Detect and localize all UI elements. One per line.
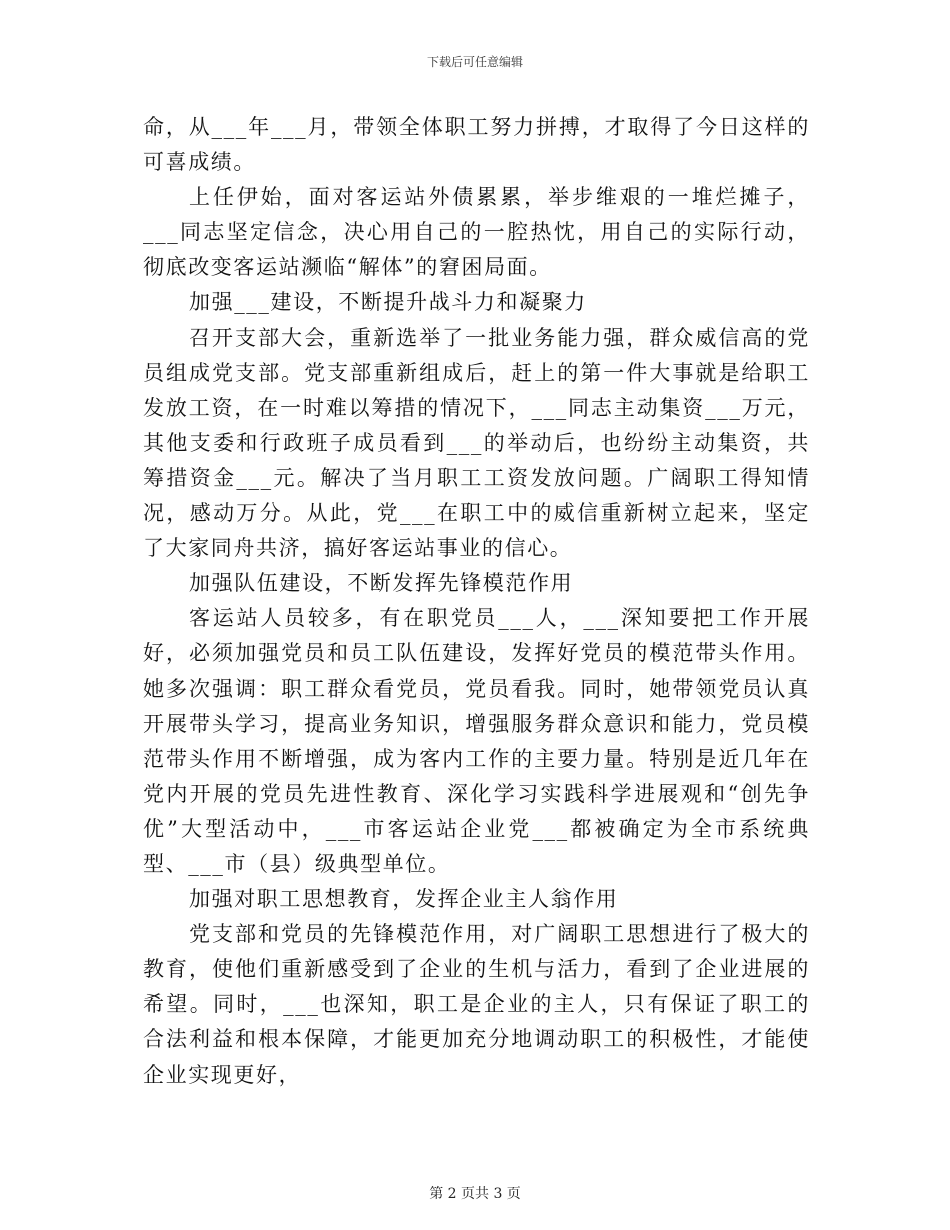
paragraph: 党支部和党员的先锋模范作用，对广阔职工思想进行了极大的教育，使他们重新感受到了企业的生机与活力，看到了企业进展的希望。同时，___也深知，职工是企业的主人，只有保证了职工的合法利益和根本保障，才能更加充分地调动职工的积极性，才能使企业实现更好， <box>143 922 810 1087</box>
paragraph-continuation: 命，从___年___月，带领全体职工努力拼搏，才取得了今日这样的可喜成绩。 <box>143 115 810 175</box>
paragraph: 客运站人员较多，有在职党员___人，___深知要把工作开展好，必须加强党员和员工队伍建设，发挥好党员的模范带头作用。她多次强调：职工群众看党员，党员看我。同时，她带领党员认真开展带头学习，提高业务知识，增强服务群众意识和能力，党员模范带头作用不断增强，成为客内工作的主要力量。特别是近几年在党内开展的党员先进性教育、深化学习实践科学进展观和“创先争优”大型活动中，___市客运站企业党___都被确定为全市系统典型、___市（县）级典型单位。 <box>143 606 810 876</box>
paragraph: 召开支部大会，重新选举了一批业务能力强，群众威信高的党员组成党支部。党支部重新组成后，赶上的第一件大事就是给职工发放工资，在一时难以筹措的情况下，___同志主动集资___万元，其他支委和行政班子成员看到___的举动后，也纷纷主动集资，共筹措资金___元。解决了当月职工工资发放问题。广阔职工得知情况，感动万分。从此，党___在职工中的威信重新树立起来，坚定了大家同舟共济，搞好客运站事业的信心。 <box>143 325 810 561</box>
document-body <box>143 110 810 1093</box>
section-heading: 加强___建设，不断提升战斗力和凝聚力 <box>189 290 587 315</box>
paragraph: 上任伊始，面对客运站外债累累，举步维艰的一堆烂摊子，___同志坚定信念，决心用自己的一腔热忱，用自己的实际行动，彻底改变客运站濒临“解体”的窘困局面。 <box>143 185 810 280</box>
section-heading: 加强对职工思想教育，发挥企业主人翁作用 <box>189 887 619 912</box>
page-header: 下载后可任意编辑 <box>426 55 523 69</box>
section-heading: 加强队伍建设，不断发挥先锋模范作用 <box>189 571 574 596</box>
page-footer: 第 2 页共 3 页 <box>429 1186 521 1202</box>
